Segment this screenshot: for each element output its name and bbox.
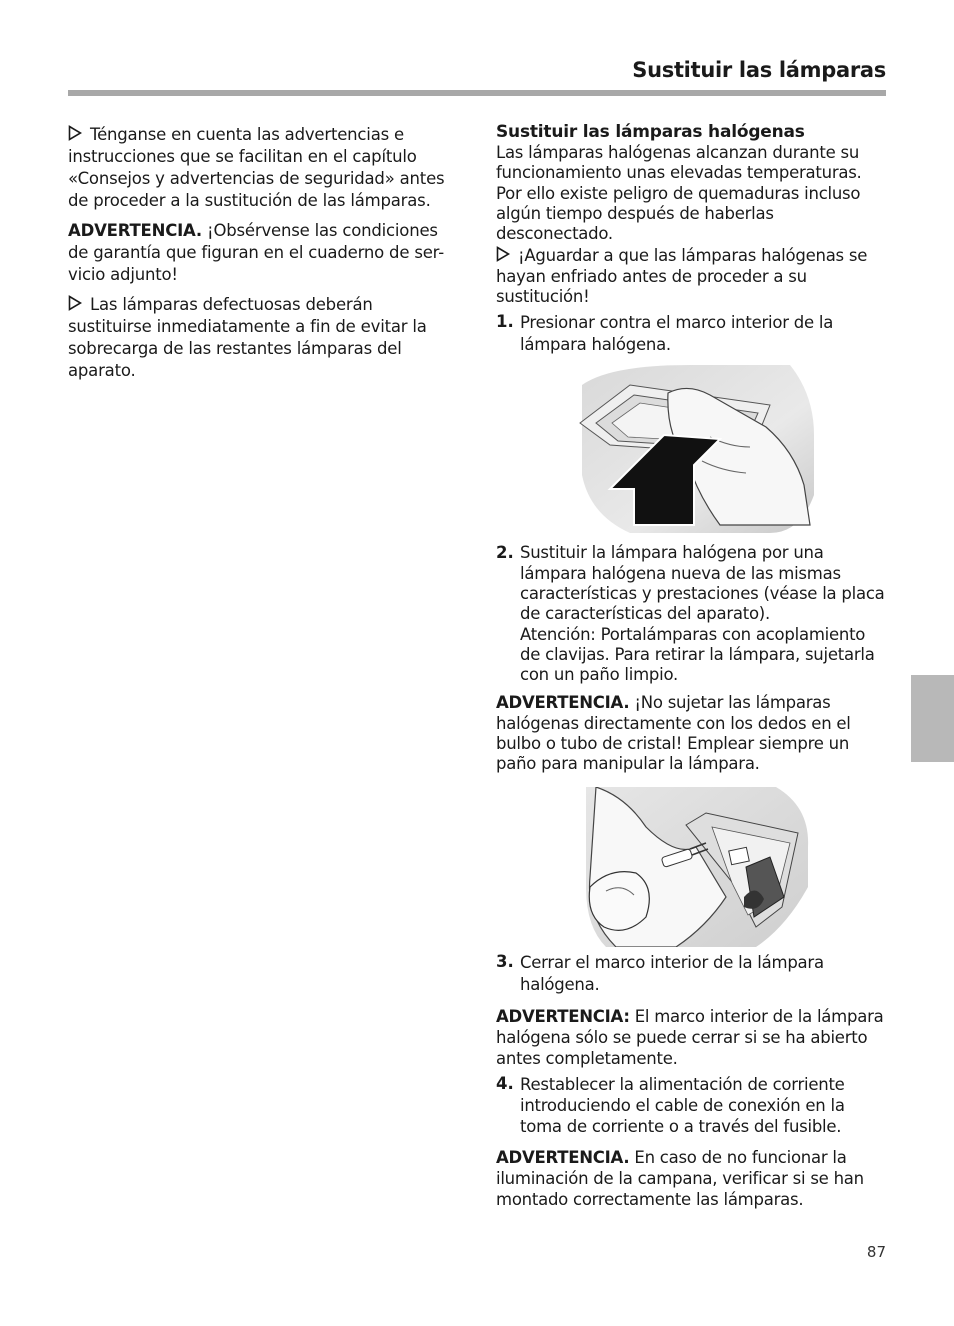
step-2-attention: Atención: Portalámparas con acoplamiento de clavijas. Para retirar la lámpara, sujetarla con un paño limpio. <box>520 624 875 685</box>
play-arrow-icon <box>68 125 82 141</box>
page-number: 87 <box>866 1243 886 1261</box>
step-text: Cerrar el marco interior de la lámpara halógena. <box>520 952 824 994</box>
warning-text: ¡No sujetar las lámparas halógenas directamente con los dedos en el bulbo o tubo de cristal! Emplear siempre un paño para manipular la lámpara. <box>496 693 851 774</box>
play-arrow-icon <box>68 295 82 311</box>
step-text: Presionar contra el marco interior de la lámpara halógena. <box>520 313 834 355</box>
safety-note-text: Ténganse en cuenta las advertencias e instrucciones que se facilitan en el capítulo «Consejos y advertencias de seguridad» antes de proceder a la sustitución de las lámparas. <box>68 125 445 210</box>
section-tab <box>911 675 954 762</box>
warning-close-frame <box>496 1006 888 1069</box>
warning-label: ADVERTENCIA. <box>68 221 202 240</box>
step-3 <box>496 952 888 996</box>
page-title: Sustituir las lámparas <box>632 58 886 82</box>
step-number: 2. <box>496 543 514 563</box>
warning-text: ¡Obsérvense las condiciones de garantía que figuran en el cuaderno de ser-vicio adjunto! <box>68 221 444 284</box>
step-number: 4. <box>496 1073 514 1093</box>
warning-label: ADVERTENCIA. <box>496 1147 630 1167</box>
cooling-note <box>496 246 888 307</box>
section-heading: Sustituir las lámparas halógenas <box>496 122 805 142</box>
intro-paragraph: Las lámparas halógenas alcanzan durante su funcionamiento unas elevadas temperaturas. Por ello existe peligro de quemaduras incluso algún tiempo después de haberlas desconectado. <box>496 143 862 244</box>
defective-lamps-note <box>68 294 460 382</box>
step-text: Restablecer la alimentación de corriente introduciendo el cable de conexión en la toma de corriente o a través del fusible. <box>520 1074 845 1136</box>
left-column <box>68 124 460 382</box>
warning-no-fingers <box>496 693 888 774</box>
warning-check-lamps <box>496 1147 888 1210</box>
warning-text: En caso de no funcionar la iluminación de la campana, verificar si se han montado correctamente las lámparas. <box>496 1147 864 1209</box>
step-number: 1. <box>496 312 514 332</box>
step-text <box>520 543 888 685</box>
warning-label: ADVERTENCIA: <box>496 1006 630 1026</box>
press-lamp-frame-illustration <box>570 365 814 533</box>
step-1 <box>496 312 888 356</box>
defective-lamps-text: Las lámparas defectuosas deberán sustituirse inmediatamente a fin de evitar la sobrecarga de las restantes lámparas del aparato. <box>68 295 427 380</box>
replace-lamp-illustration <box>586 787 810 947</box>
warning-guarantee <box>68 220 460 286</box>
warning-text: El marco interior de la lámpara halógena sólo se puede cerrar si se ha abierto antes completamente. <box>496 1006 884 1068</box>
step-4 <box>496 1074 888 1137</box>
cooling-note-text: ¡Aguardar a que las lámparas halógenas se hayan enfriado antes de proceder a su sustitución! <box>496 246 868 307</box>
warning-label: ADVERTENCIA. <box>496 693 630 713</box>
step-2-main: Sustituir la lámpara halógena por una lámpara halógena nueva de las mismas características y prestaciones (véase la placa de características del aparato). <box>520 543 885 624</box>
play-arrow-icon <box>496 246 510 262</box>
step-number: 3. <box>496 951 514 971</box>
header-rule <box>68 90 886 96</box>
safety-note <box>68 124 460 212</box>
right-column <box>496 122 888 1210</box>
step-2 <box>496 543 888 685</box>
